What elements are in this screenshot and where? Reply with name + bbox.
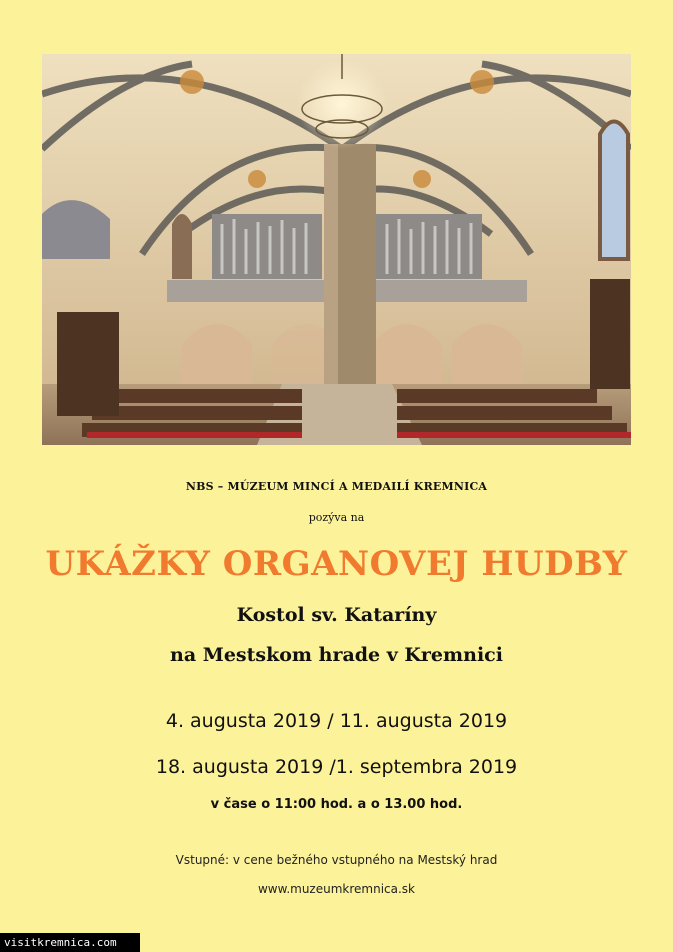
invite-text: pozýva na: [308, 511, 365, 524]
entry-fee-note: Vstupné: v cene bežného vstupného na Mestský hrad: [175, 853, 498, 867]
event-headline: UKÁŽKY ORGANOVEJ HUDBY: [45, 544, 628, 584]
source-watermark: visitkremnica.com: [0, 933, 140, 952]
church-interior-photo: [42, 54, 631, 445]
venue-church: Kostol sv. Kataríny: [236, 604, 437, 626]
website-link[interactable]: www.muzeumkremnica.sk: [257, 882, 416, 896]
event-dates-second: 18. augusta 2019 /1. septembra 2019: [155, 756, 518, 778]
event-time: v čase o 11:00 hod. a o 13.00 hod.: [210, 797, 463, 812]
event-dates-first: 4. augusta 2019 / 11. augusta 2019: [165, 710, 508, 732]
organizer-name: NBS – MÚZEUM MINCÍ A MEDAILÍ KREMNICA: [185, 480, 488, 493]
venue-location: na Mestskom hrade v Kremnici: [170, 644, 503, 666]
